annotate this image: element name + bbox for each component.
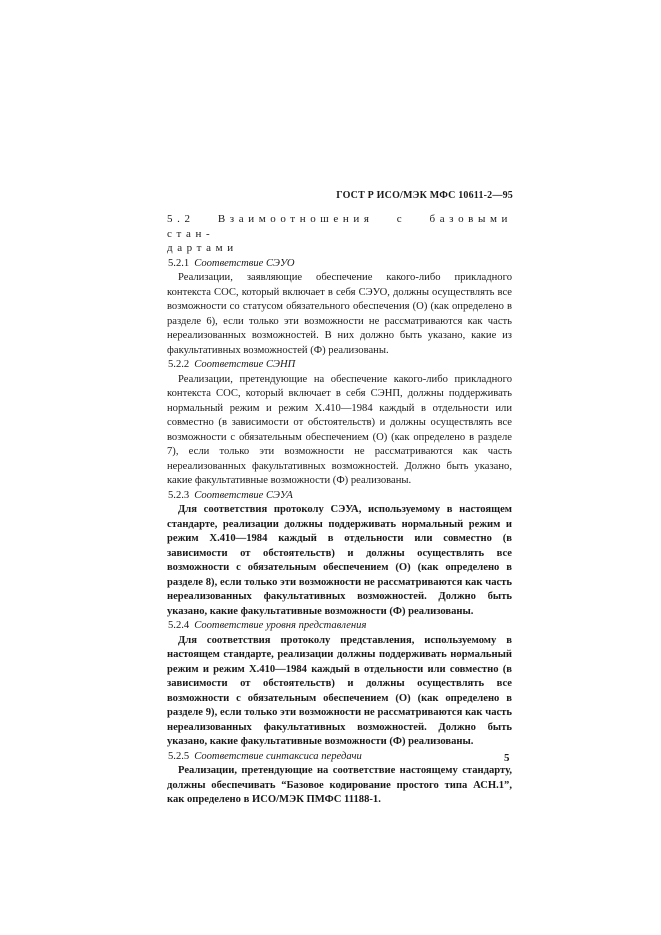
subsection-title: Соответствие синтаксиса передачи [194, 750, 362, 762]
subsection-heading [167, 358, 512, 373]
subsection-number: 5.2.2 [168, 359, 190, 370]
section-number: 5.2 [167, 213, 195, 225]
subsection-number: 5.2.3 [168, 489, 190, 501]
subsection-heading [167, 257, 512, 272]
subsection-number: 5.2.4 [168, 620, 190, 631]
subsection-number: 5.2.1 [168, 257, 190, 269]
document-header: ГОСТ Р ИСО/МЭК МФС 10611-2—95 [336, 190, 513, 201]
section-title-line1: Взаимоотношения с базовыми стан- [167, 213, 512, 240]
document-body [167, 212, 512, 808]
subsection-paragraph: Реализации, претендующие на соответствие настоящему стандарту, должны обеспечивать “Базовое кодирование простого типа АСН.1”, как определено в ИСО/МЭК ПМФС 11188-1. [167, 765, 512, 805]
section-title-line2: дартами [167, 242, 238, 254]
page-number: 5 [504, 752, 510, 764]
subsection-heading [167, 489, 512, 504]
subsection-paragraph: Для соответствия протоколу представления, используемому в настоящем стандарте, реализации должны поддерживать нормальный режим и режим Х.410—1984 каждый в отдельности или совместно (в зависимости от обстоятельств) и должны осуществлять все возможности с обязательным обеспечением (О) (как определено в разделе 9), если только эти возможности не рассматриваются как часть нереализованных факультативных возможностей. Должно быть указано, какие факультативные возможности (Ф) реализованы. [167, 634, 512, 747]
subsection-paragraph: Реализации, претендующие на обеспечение какого-либо прикладного контекста СОС, который включает в себя СЭНП, должны поддерживать нормальный режим и режим Х.410—1984 каждый в отдельности или совместно (в зависимости от обстоятельств) и должны осуществлять все возможности с обязательным обеспечением (О) (как определено в разделе 7), если только эти возможности не рассматриваются как часть нереализованных факультативных возможностей. Должно быть указано, какие факультативные возможности (Ф) реализованы. [167, 373, 512, 486]
subsection-paragraph: Для соответствия протоколу СЭУА, используемому в настоящем стандарте, реализации должны поддерживать нормальный режим и режим Х.410—1984 каждый в отдельности или совместно (в зависимости от обстоятельств) и должны осуществлять все возможности с обязательным обеспечением (О) (как определено в разделе 8), если только эти возможности не рассматриваются как часть нереализованных факультативных возможностей. Должно быть указано, какие факультативные возможности (Ф) реализованы. [167, 504, 512, 617]
subsection-title: Соответствие СЭНП [194, 359, 296, 370]
subsection-title: Соответствие уровня представления [194, 620, 367, 631]
subsection-heading [167, 619, 512, 634]
subsection-heading [167, 750, 512, 765]
subsection-number: 5.2.5 [168, 750, 190, 762]
subsection-title: Соответствие СЭУО [194, 257, 295, 269]
subsection-title: Соответствие СЭУА [194, 489, 293, 501]
section-title [167, 212, 512, 241]
subsection-paragraph: Реализации, заявляющие обеспечение какого-либо прикладного контекста СОС, который включает в себя СЭУО, должны осуществлять все возможности со статусом обязательного обеспечения (О) (как определено в разделе 6), если только эти возможности не рассматриваются как часть нереализованных возможностей. В них должно быть указано, какие из факультативных возможностей (Ф) реализованы. [167, 272, 512, 356]
